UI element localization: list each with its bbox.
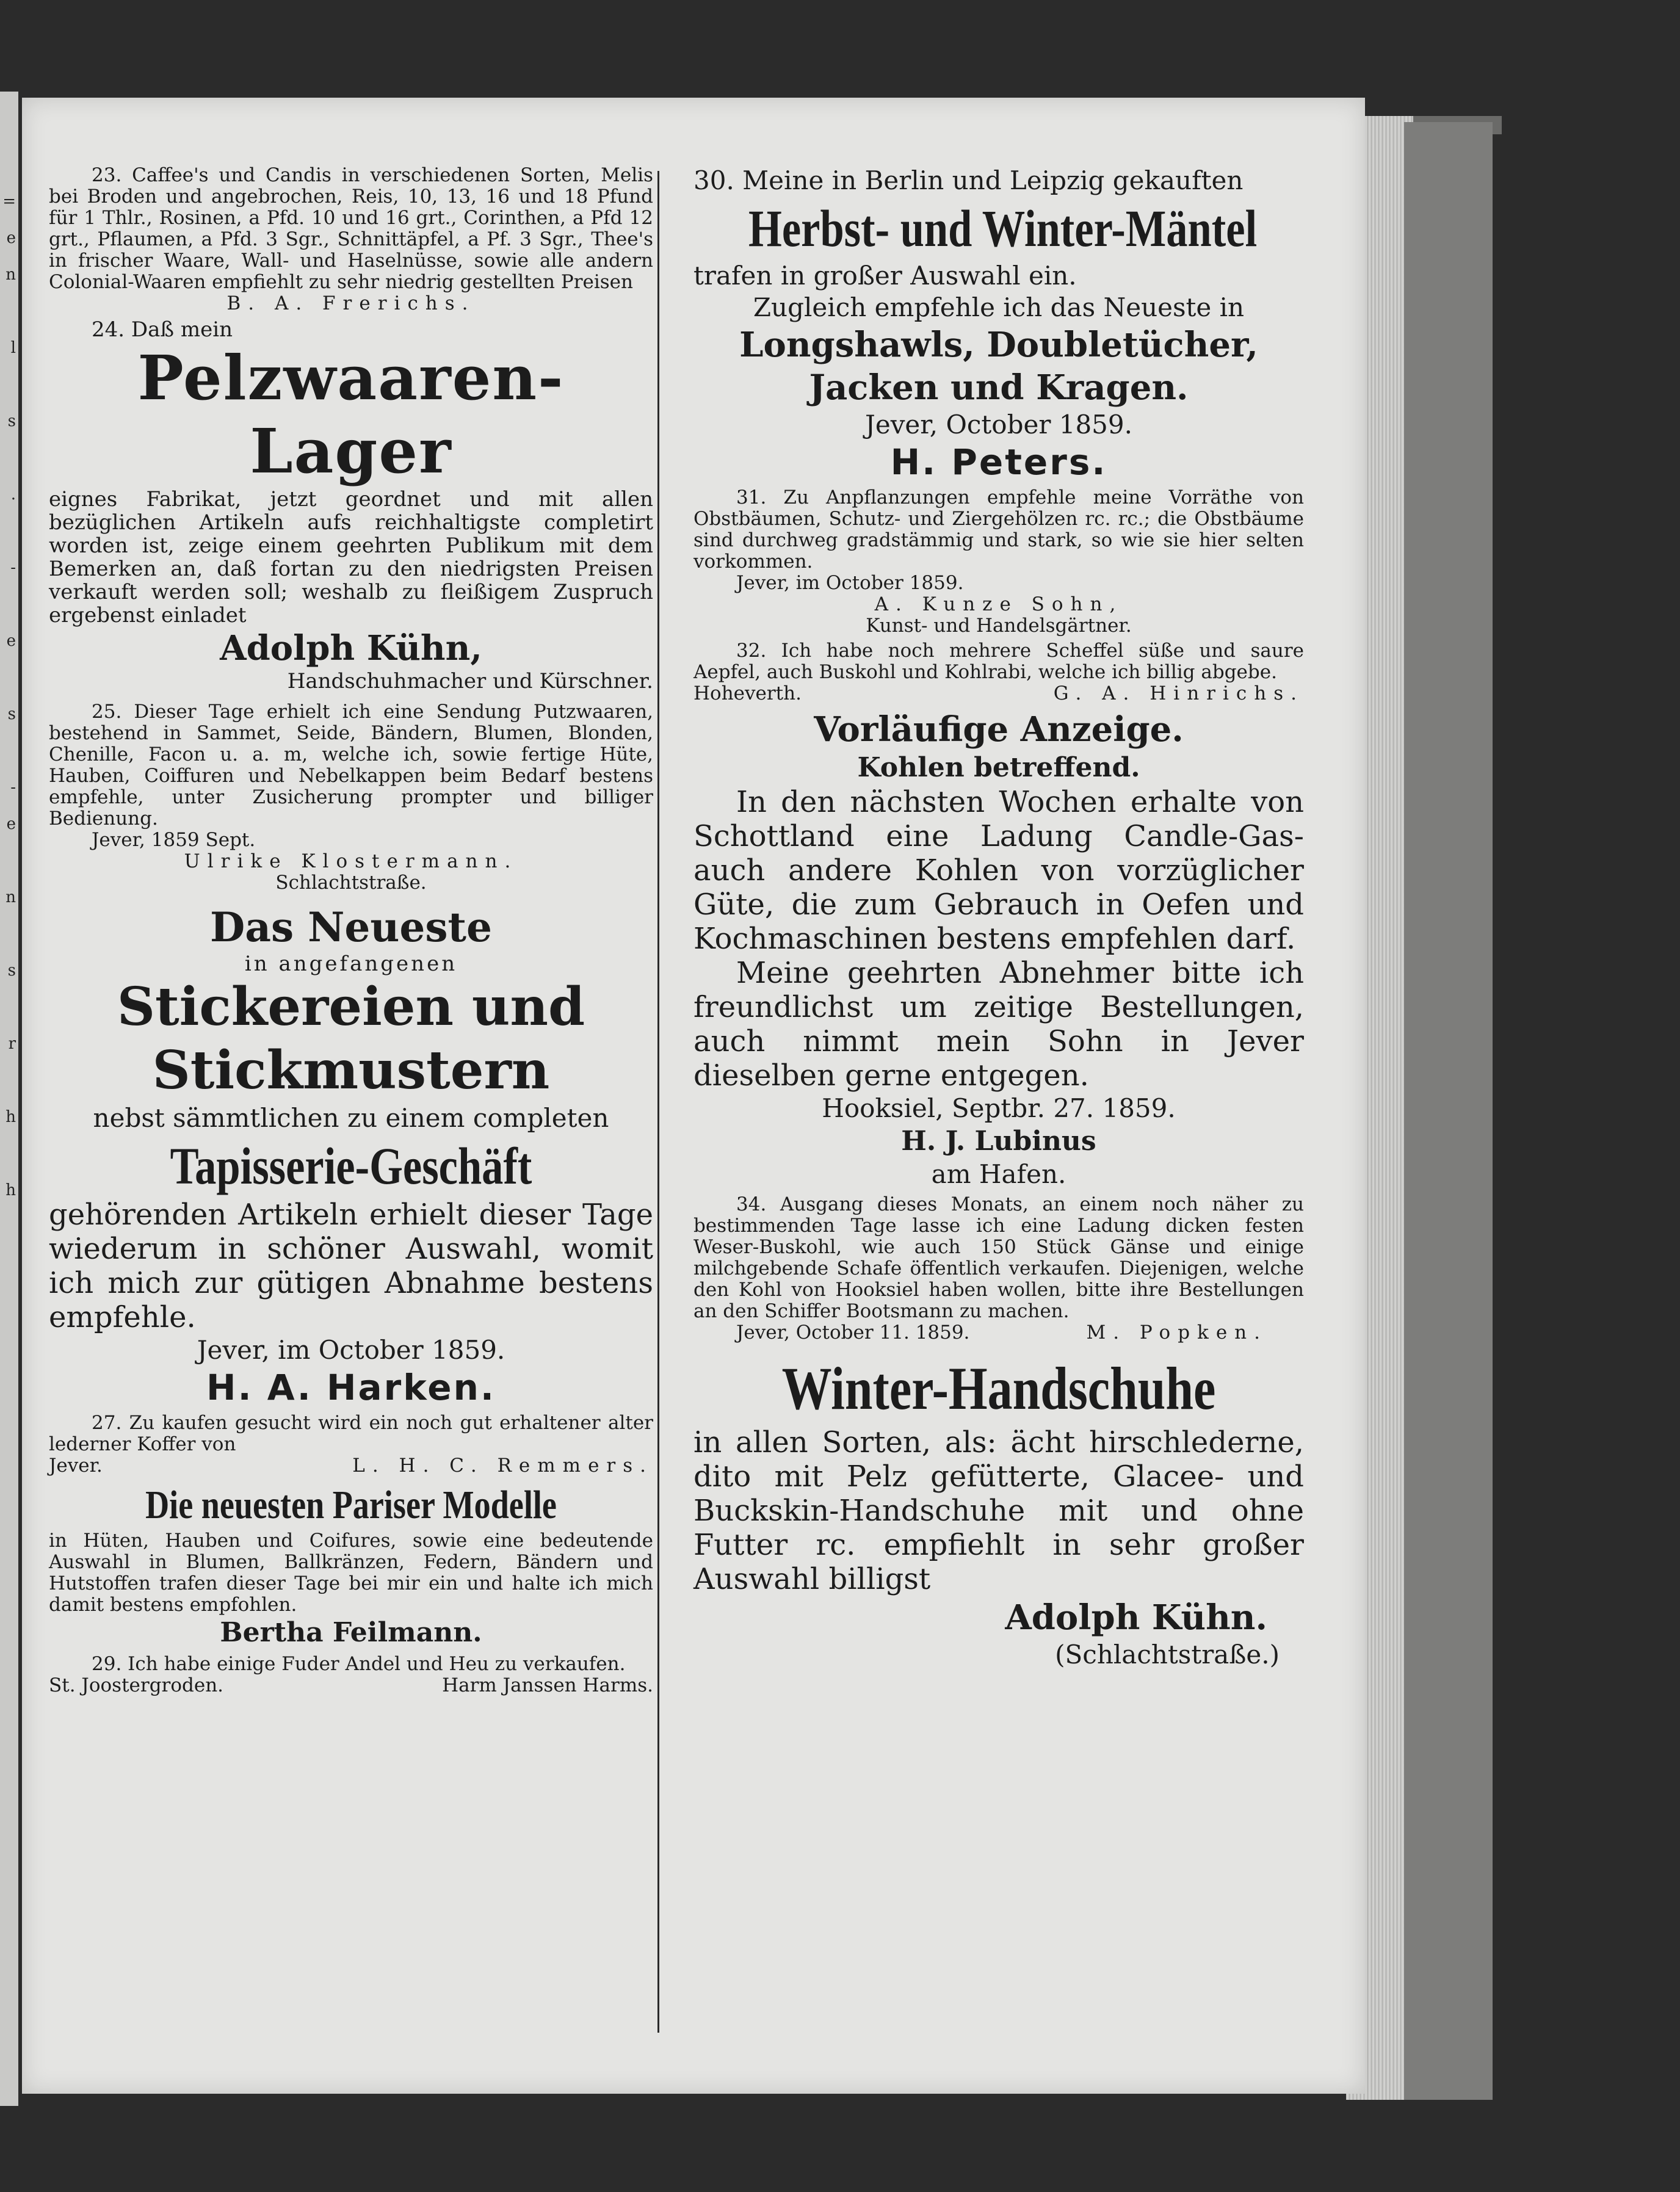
- ad-23: [49, 165, 653, 314]
- previous-page-char: r: [8, 1035, 16, 1053]
- previous-page-char: [0, 916, 16, 952]
- previous-page-char: s: [7, 412, 16, 430]
- previous-page-char: =: [2, 192, 16, 211]
- ad-29-text: 29. Ich habe einige Fuder Andel und Heu zu verkaufen.: [92, 1653, 626, 1675]
- ad-33-sub-2: am Hafen.: [931, 1159, 1066, 1189]
- ad-31-name: A. Kunze Sohn,: [874, 593, 1123, 615]
- ad-25-text: 25. Dieser Tage erhielt ich eine Sendung Putzwaaren, bestehend in Sammet, Seide, Bändern, Blumen, Blonden, Chenille, Facon u. a. m, welche ich, sowie fertige Hüte, Hauben, Coiffuren und Nebelkappen beim Bedarf bestens empfehle, unter Zusicherung prompter und billiger Bedienung.: [49, 701, 653, 830]
- previous-page-char: -: [10, 778, 16, 797]
- ad-26-sub-1: in angefangenen: [244, 952, 458, 976]
- ad-29-name: Harm Janssen Harms.: [442, 1674, 653, 1696]
- ad-23-signature: B. A. Frerichs.: [226, 292, 476, 314]
- ad-24-name: Adolph Kühn,: [220, 628, 482, 668]
- ad-33-text-2: Meine geehrten Abnehmer bitte ich freundlichst um zeitige Bestellungen, auch nimmt mein Sohn in Jever dieselben gerne entgegen.: [693, 956, 1304, 1093]
- ad-33-sub: Kohlen betreffend.: [857, 752, 1140, 783]
- ad-28: [49, 1480, 653, 1650]
- ad-26-name: H. A. Harken.: [206, 1367, 496, 1408]
- ad-24: [49, 318, 653, 693]
- previous-page-char: [0, 659, 16, 696]
- ad-30-text-1: trafen in großer Auswahl ein.: [693, 261, 1077, 291]
- previous-page-char: l: [10, 339, 16, 357]
- previous-page-char: [0, 366, 16, 403]
- previous-page-char: [0, 842, 16, 879]
- ad-33-text-1: In den nächsten Wochen erhalte von Schottland eine Ladung Candle-Gas- auch andere Kohlen von vorzüglicher Güte, die zum Gebrauch in Oefen und Kochmaschinen bestens empfehlen darf.: [693, 785, 1304, 956]
- ad-35-headline: Winter-Handschuhe: [781, 1355, 1216, 1422]
- ad-35-text: in allen Sorten, als: ächt hirschlederne, dito mit Pelz gefütterte, Glacee- und Buckskin-Handschuhe mit und ohne Futter rc. empfiehlt in sehr großer Auswahl billigst: [693, 1425, 1304, 1596]
- ad-27-text: 27. Zu kaufen gesucht wird ein noch gut erhaltener alter lederner Koffer von: [49, 1412, 653, 1455]
- column-divider: [657, 171, 659, 2033]
- ad-27-place: Jever.: [49, 1455, 103, 1477]
- previous-page-char: [0, 1135, 16, 1172]
- ad-33: [693, 708, 1304, 1190]
- previous-page-char: -: [10, 559, 16, 577]
- ad-25-place: Jever, 1859 Sept.: [92, 829, 256, 851]
- ad-35: [693, 1352, 1304, 1671]
- ad-28-headline: Die neuesten Pariser Modelle: [145, 1483, 557, 1527]
- previous-page-char: .: [10, 485, 16, 504]
- ad-35-name: Adolph Kühn.: [1005, 1597, 1267, 1638]
- ad-33-place: Hooksiel, Septbr. 27. 1859.: [822, 1093, 1176, 1123]
- book-cover: [1404, 122, 1493, 2100]
- ad-28-text: in Hüten, Hauben und Coifures, sowie eine bedeutende Auswahl in Blumen, Ballkränzen, Federn, Bändern und Hutstoffen trafen dieser Tage bei mir ein und halte ich mich damit bestens empfohlen.: [49, 1530, 653, 1616]
- previous-page-char: [0, 513, 16, 549]
- ad-24-text: eignes Fabrikat, jetzt geordnet und mit allen bezüglichen Artikeln aufs reichhaltigste completirt worden ist, zeige einem geehrten Publikum mit dem Bemerken an, daß fortan zu den niedrigsten Preisen verkauft werden soll; weshalb zu fleißigem Zuspruch ergebenst einladet: [49, 487, 653, 628]
- previous-page-char: s: [7, 705, 16, 723]
- ad-35-street: (Schlachtstraße.): [1055, 1640, 1280, 1669]
- ad-25-street: Schlachtstraße.: [275, 872, 427, 894]
- ad-32-text: 32. Ich habe noch mehrere Scheffel süße und saure Aepfel, auch Buskohl und Kohlrabi, welche ich billig abgebe.: [693, 640, 1304, 683]
- previous-page-char: [0, 989, 16, 1025]
- previous-page-char: h: [5, 1108, 16, 1126]
- ad-30-heading-2: Longshawls, Doubletücher,: [739, 325, 1258, 365]
- ad-30-name: H. Peters.: [890, 441, 1107, 483]
- previous-page-char: [0, 439, 16, 476]
- ad-26: [49, 902, 653, 1409]
- ad-26-text: gehörenden Artikeln erhielt dieser Tage wiederum in schöner Auswahl, womit ich mich zur gütigen Abnahme bestens empfehle.: [49, 1198, 653, 1334]
- ad-31-trade: Kunst- und Handelsgärtner.: [866, 615, 1132, 637]
- ad-31: [693, 487, 1304, 637]
- right-column: [693, 165, 1304, 1671]
- ad-30-heading-3: Jacken und Kragen.: [809, 367, 1189, 408]
- ad-26-heading-1: Das Neueste: [209, 903, 493, 951]
- ad-34-text: 34. Ausgang dieses Monats, an einem noch näher zu bestimmenden Tage lasse ich eine Ladung dicken festen Weser-Buskohl, wie auch 150 Stück Gänse und einige milchgebende Schafe öffentlich verkaufen. Diejenigen, welche den Kohl von Hooksiel haben wollen, bitte ihre Bestellungen an den Schiffer Bootsmann zu machen.: [693, 1193, 1304, 1322]
- ad-24-trade: Handschuhmacher und Kürschner.: [287, 669, 653, 693]
- previous-page-char: n: [5, 888, 16, 906]
- previous-page-char: [0, 1062, 16, 1099]
- ad-32-place: Hoheverth.: [693, 682, 802, 704]
- ad-31-place: Jever, im October 1859.: [736, 572, 964, 594]
- ad-23-text: 23. Caffee's und Candis in verschiedenen Sorten, Melis bei Broden und angebrochen, Reis, 10, 13, 16 und 18 Pfund für 1 Thlr., Rosinen, a Pfd. 10 und 16 grt., Corinthen, a Pfd 12 grt., Pflaumen, a Pfd. 3 Sgr., Schnittäpfel, a Pf. 3 Sgr., Thee's in frischer Waare, Wall- und Haselnüsse, sowie alle andern Colonial-Waaren empfiehlt zu sehr niedrig gestellten Preisen: [49, 164, 653, 293]
- ad-30: [693, 165, 1304, 483]
- ad-26-heading-4: Tapisserie-Geschäft: [170, 1137, 532, 1195]
- ad-29-place: St. Joostergroden.: [49, 1674, 224, 1696]
- ad-34-name: M. Popken.: [1086, 1322, 1267, 1344]
- ad-27: [49, 1413, 653, 1477]
- ad-34-place: Jever, October 11. 1859.: [736, 1322, 970, 1344]
- ad-31-text: 31. Zu Anpflanzungen empfehle meine Vorräthe von Obstbäumen, Schutz- und Ziergehölzen rc. rc.; die Obstbäume sind durchweg gradstämmig und stark, so wie sie hier selten vorkommen.: [693, 487, 1304, 573]
- ad-25-name: Ulrike Klostermann.: [184, 850, 518, 872]
- ad-28-name: Bertha Feilmann.: [220, 1617, 482, 1648]
- ad-33-name: H. J. Lubinus: [901, 1126, 1096, 1157]
- ad-24-intro: 24. Daß mein: [92, 317, 233, 342]
- previous-page-char: e: [6, 229, 16, 247]
- previous-page-fragments: [0, 183, 16, 1209]
- ad-26-sub-2: nebst sämmtlichen zu einem completen: [93, 1103, 609, 1133]
- ad-26-heading-2: Stickereien und: [117, 976, 585, 1038]
- previous-page-char: s: [7, 961, 16, 980]
- ad-30-place: Jever, October 1859.: [865, 410, 1132, 439]
- left-column: [49, 165, 653, 1696]
- ad-33-headline: Vorläufige Anzeige.: [814, 709, 1184, 750]
- ad-24-headline: Pelzwaaren-Lager: [137, 342, 565, 487]
- ad-30-intro: 30. Meine in Berlin und Leipzig gekauften: [693, 165, 1244, 195]
- newspaper-page: [22, 98, 1365, 2094]
- previous-page-char: e: [6, 632, 16, 650]
- ad-34: [693, 1194, 1304, 1344]
- previous-page-char: h: [5, 1181, 16, 1199]
- ad-30-headline: Herbst- und Winter-Mäntel: [748, 199, 1258, 258]
- ad-30-text-2: Zugleich empfehle ich das Neueste in: [753, 292, 1245, 322]
- ad-25: [49, 701, 653, 894]
- ad-26-place: Jever, im October 1859.: [197, 1335, 505, 1365]
- ad-29: [49, 1654, 653, 1696]
- previous-page-char: e: [6, 815, 16, 833]
- ad-32: [693, 640, 1304, 704]
- previous-page-char: [0, 293, 16, 330]
- previous-page-char: [0, 732, 16, 769]
- ad-26-heading-3: Stickmustern: [152, 1040, 550, 1101]
- ad-32-name: G. A. Hinrichs.: [1053, 682, 1304, 704]
- previous-page-char: [0, 586, 16, 623]
- previous-page-char: n: [5, 266, 16, 284]
- ad-27-name: L. H. C. Remmers.: [352, 1455, 653, 1477]
